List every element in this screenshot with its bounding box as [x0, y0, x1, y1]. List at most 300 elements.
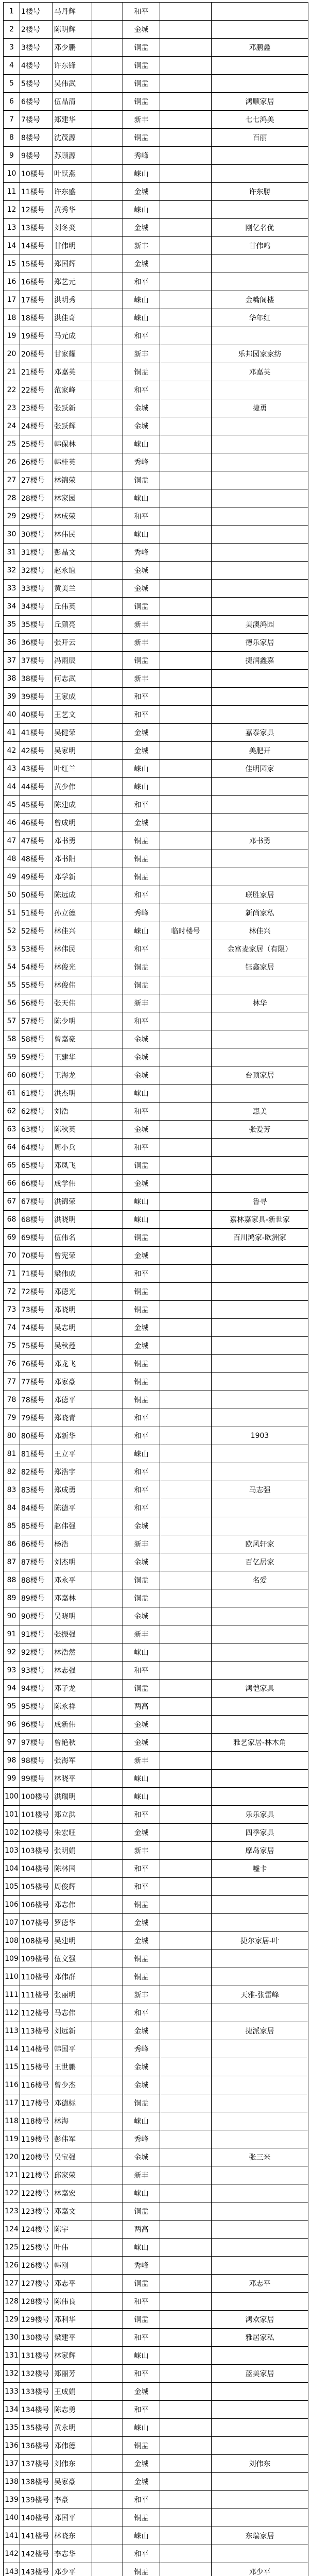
- business-name-cell: 马志强: [212, 1481, 308, 1499]
- business-name-cell: [212, 453, 308, 471]
- business-name-cell: [212, 976, 308, 994]
- owner-name-cell: 郑浩宇: [53, 1463, 92, 1481]
- blank-col-cell: [92, 345, 123, 363]
- row-number-cell: 125: [4, 2239, 20, 2257]
- area-name-cell: 铜盂: [123, 1968, 160, 1986]
- blank-col-cell: [92, 1662, 123, 1680]
- owner-name-cell: 杨浩: [53, 1535, 92, 1553]
- blank-col-cell: [92, 742, 123, 760]
- note-tag-cell: [160, 1139, 212, 1157]
- note-tag-cell: [160, 2401, 212, 2419]
- owner-name-cell: 邓志平: [53, 2275, 92, 2293]
- note-tag-cell: [160, 2022, 212, 2040]
- lot-number-cell: 72楼号: [20, 1283, 53, 1301]
- note-tag-cell: [160, 21, 212, 39]
- row-number-cell: 124: [4, 2221, 20, 2239]
- area-name-cell: 铜盂: [123, 1229, 160, 1247]
- note-tag-cell: [160, 724, 212, 742]
- area-name-cell: 崃山: [123, 489, 160, 507]
- note-tag-cell: [160, 2311, 212, 2329]
- row-number-cell: 12: [4, 201, 20, 219]
- owner-name-cell: 周小兵: [53, 1139, 92, 1157]
- area-name-cell: 金城: [123, 1066, 160, 1084]
- note-tag-cell: [160, 1409, 212, 1427]
- lot-number-cell: 56楼号: [20, 994, 53, 1012]
- note-tag-cell: [160, 1698, 212, 1716]
- owner-name-cell: 马元成: [53, 327, 92, 345]
- lot-number-cell: 87楼号: [20, 1553, 53, 1571]
- row-number-cell: 93: [4, 1662, 20, 1680]
- table-row: [4, 327, 308, 345]
- lot-number-cell: 78楼号: [20, 1391, 53, 1409]
- table-row: [4, 1589, 308, 1607]
- blank-col-cell: [92, 1481, 123, 1499]
- area-name-cell: 金城: [123, 1553, 160, 1571]
- note-tag-cell: [160, 1499, 212, 1517]
- lot-number-cell: 54楼号: [20, 958, 53, 976]
- blank-col-cell: [92, 183, 123, 201]
- note-tag-cell: [160, 2383, 212, 2401]
- blank-col-cell: [92, 489, 123, 507]
- row-number-cell: 117: [4, 2094, 20, 2112]
- owner-name-cell: 罗德华: [53, 1914, 92, 1932]
- note-tag-cell: [160, 994, 212, 1012]
- table-row: [4, 904, 308, 922]
- lot-number-cell: 135楼号: [20, 2419, 53, 2437]
- note-tag-cell: [160, 2094, 212, 2112]
- row-number-cell: 89: [4, 1589, 20, 1607]
- row-number-cell: 62: [4, 1103, 20, 1121]
- blank-col-cell: [92, 544, 123, 562]
- owner-name-cell: 许东盛: [53, 183, 92, 201]
- row-number-cell: 51: [4, 904, 20, 922]
- row-number-cell: 97: [4, 1734, 20, 1752]
- row-number-cell: 7: [4, 111, 20, 129]
- table-row: [4, 2437, 308, 2455]
- blank-col-cell: [92, 57, 123, 75]
- row-number-cell: 14: [4, 237, 20, 255]
- note-tag-cell: [160, 1319, 212, 1337]
- table-row: [4, 1932, 308, 1950]
- business-name-cell: 七七鸿美: [212, 111, 308, 129]
- area-name-cell: 铜盂: [123, 2563, 160, 2576]
- row-number-cell: 100: [4, 1788, 20, 1806]
- business-name-cell: [212, 1643, 308, 1662]
- lot-number-cell: 36楼号: [20, 634, 53, 652]
- row-number-cell: 86: [4, 1535, 20, 1553]
- lot-number-cell: 109楼号: [20, 1950, 53, 1968]
- row-number-cell: 109: [4, 1950, 20, 1968]
- note-tag-cell: [160, 976, 212, 994]
- business-name-cell: [212, 1048, 308, 1066]
- note-tag-cell: [160, 2473, 212, 2491]
- business-name-cell: 捷尔家居-叶: [212, 1932, 308, 1950]
- business-name-cell: 摩岛家居: [212, 1842, 308, 1860]
- row-number-cell: 39: [4, 688, 20, 706]
- blank-col-cell: [92, 1914, 123, 1932]
- owner-name-cell: 邱家荣: [53, 2166, 92, 2184]
- table-row: [4, 2455, 308, 2473]
- table-row: [4, 2545, 308, 2563]
- table-row: [4, 165, 308, 183]
- row-number-cell: 61: [4, 1084, 20, 1103]
- lot-number-cell: 38楼号: [20, 670, 53, 688]
- owner-name-cell: 陈志勇: [53, 2401, 92, 2419]
- row-number-cell: 58: [4, 1030, 20, 1048]
- area-name-cell: 两高: [123, 2221, 160, 2239]
- row-number-cell: 128: [4, 2293, 20, 2311]
- area-name-cell: 新丰: [123, 616, 160, 634]
- owner-name-cell: 邓龙飞: [53, 1355, 92, 1373]
- note-tag-cell: [160, 219, 212, 237]
- business-name-cell: [212, 21, 308, 39]
- area-name-cell: 崃山: [123, 435, 160, 453]
- owner-name-cell: 洪杰明: [53, 1084, 92, 1103]
- lot-number-cell: 75楼号: [20, 1337, 53, 1355]
- area-name-cell: 新丰: [123, 1842, 160, 1860]
- note-tag-cell: [160, 435, 212, 453]
- area-name-cell: 金城: [123, 1121, 160, 1139]
- blank-col-cell: [92, 2365, 123, 2383]
- owner-name-cell: 王建华: [53, 1048, 92, 1066]
- area-name-cell: 铜盂: [123, 1896, 160, 1914]
- business-name-cell: 东瑞家居: [212, 2527, 308, 2545]
- owner-name-cell: 邓德光: [53, 1283, 92, 1301]
- business-name-cell: [212, 2419, 308, 2437]
- note-tag-cell: [160, 1643, 212, 1662]
- owner-name-cell: 邓伟群: [53, 1968, 92, 1986]
- table-row: [4, 2311, 308, 2329]
- blank-col-cell: [92, 2455, 123, 2473]
- note-tag-cell: [160, 2058, 212, 2076]
- row-number-cell: 139: [4, 2491, 20, 2509]
- lot-number-cell: 118楼号: [20, 2112, 53, 2130]
- row-number-cell: 121: [4, 2166, 20, 2184]
- note-tag-cell: [160, 2347, 212, 2365]
- table-row: [4, 1445, 308, 1463]
- blank-col-cell: [92, 2275, 123, 2293]
- area-name-cell: 铜盂: [123, 1571, 160, 1589]
- blank-col-cell: [92, 147, 123, 165]
- lot-number-cell: 131楼号: [20, 2347, 53, 2365]
- area-name-cell: 和平: [123, 507, 160, 526]
- note-tag-cell: [160, 1788, 212, 1806]
- area-name-cell: 新丰: [123, 1986, 160, 2004]
- owner-name-cell: 赵伟强: [53, 1517, 92, 1535]
- business-name-cell: [212, 417, 308, 435]
- area-name-cell: 崃山: [123, 1193, 160, 1211]
- business-name-cell: 鸿恺家具: [212, 1680, 308, 1698]
- area-name-cell: 金城: [123, 562, 160, 580]
- row-number-cell: 23: [4, 399, 20, 417]
- note-tag-cell: [160, 75, 212, 93]
- owner-name-cell: 林浩然: [53, 1643, 92, 1662]
- owner-name-cell: 丘颜亮: [53, 616, 92, 634]
- lot-number-cell: 34楼号: [20, 598, 53, 616]
- owner-name-cell: 李豪: [53, 2491, 92, 2509]
- area-name-cell: 秀峰: [123, 544, 160, 562]
- note-tag-cell: [160, 1121, 212, 1139]
- blank-col-cell: [92, 2148, 123, 2166]
- lot-number-cell: 110楼号: [20, 1968, 53, 1986]
- business-name-cell: [212, 2239, 308, 2257]
- table-row: [4, 2509, 308, 2527]
- business-name-cell: 嘉林嘉家具-新世家: [212, 1211, 308, 1229]
- lot-number-cell: 71楼号: [20, 1265, 53, 1283]
- blank-col-cell: [92, 255, 123, 273]
- table-row: [4, 1265, 308, 1283]
- table-row: [4, 1175, 308, 1193]
- business-name-cell: 美肥开: [212, 742, 308, 760]
- owner-name-cell: 洪晓明: [53, 1211, 92, 1229]
- row-number-cell: 113: [4, 2022, 20, 2040]
- note-tag-cell: [160, 273, 212, 291]
- row-number-cell: 48: [4, 850, 20, 868]
- owner-name-cell: 林家辉: [53, 2347, 92, 2365]
- business-name-cell: 鸿顺家居: [212, 93, 308, 111]
- note-tag-cell: [160, 1860, 212, 1878]
- lot-number-cell: 97楼号: [20, 1734, 53, 1752]
- blank-col-cell: [92, 2130, 123, 2148]
- business-name-cell: [212, 2221, 308, 2239]
- area-name-cell: 铜盂: [123, 652, 160, 670]
- row-number-cell: 135: [4, 2419, 20, 2437]
- note-tag-cell: [160, 237, 212, 255]
- owner-name-cell: 林成荣: [53, 507, 92, 526]
- table-row: [4, 489, 308, 507]
- lot-number-cell: 45楼号: [20, 796, 53, 814]
- row-number-cell: 131: [4, 2347, 20, 2365]
- owner-name-cell: 刘伟东: [53, 2455, 92, 2473]
- owner-name-cell: 韩刚: [53, 2257, 92, 2275]
- lot-number-cell: 82楼号: [20, 1463, 53, 1481]
- owner-name-cell: 黄美兰: [53, 580, 92, 598]
- row-number-cell: 104: [4, 1860, 20, 1878]
- row-number-cell: 65: [4, 1157, 20, 1175]
- note-tag-cell: [160, 868, 212, 886]
- table-row: [4, 111, 308, 129]
- table-row: [4, 219, 308, 237]
- lot-number-cell: 124楼号: [20, 2221, 53, 2239]
- row-number-cell: 68: [4, 1211, 20, 1229]
- blank-col-cell: [92, 1301, 123, 1319]
- business-name-cell: [212, 255, 308, 273]
- owner-name-cell: 马志伟: [53, 2004, 92, 2022]
- owner-name-cell: 彭伟军: [53, 2130, 92, 2148]
- note-tag-cell: [160, 327, 212, 345]
- lot-number-cell: 94楼号: [20, 1680, 53, 1698]
- area-name-cell: 和平: [123, 2293, 160, 2311]
- note-tag-cell: [160, 201, 212, 219]
- owner-name-cell: 王成娟: [53, 2383, 92, 2401]
- blank-col-cell: [92, 2112, 123, 2130]
- table-row: [4, 1842, 308, 1860]
- owner-name-cell: 吴家豪: [53, 2473, 92, 2491]
- note-tag-cell: [160, 760, 212, 778]
- blank-col-cell: [92, 1589, 123, 1607]
- owner-name-cell: 曾嘉豪: [53, 1030, 92, 1048]
- lot-number-cell: 43楼号: [20, 760, 53, 778]
- blank-col-cell: [92, 1139, 123, 1157]
- blank-col-cell: [92, 2004, 123, 2022]
- row-number-cell: 72: [4, 1283, 20, 1301]
- blank-col-cell: [92, 1373, 123, 1391]
- lot-number-cell: 68楼号: [20, 1211, 53, 1229]
- business-name-cell: [212, 1139, 308, 1157]
- row-number-cell: 46: [4, 814, 20, 832]
- table-row: [4, 1499, 308, 1517]
- note-tag-cell: [160, 904, 212, 922]
- lot-number-cell: 111楼号: [20, 1986, 53, 2004]
- table-row: [4, 688, 308, 706]
- table-row: [4, 1986, 308, 2004]
- business-name-cell: [212, 2257, 308, 2275]
- business-name-cell: [212, 75, 308, 93]
- business-name-cell: [212, 1175, 308, 1193]
- note-tag-cell: [160, 688, 212, 706]
- table-row: [4, 471, 308, 489]
- row-number-cell: 70: [4, 1247, 20, 1265]
- area-name-cell: 和平: [123, 1878, 160, 1896]
- note-tag-cell: [160, 2257, 212, 2275]
- lot-number-cell: 112楼号: [20, 2004, 53, 2022]
- owner-name-cell: 邓伟德: [53, 2437, 92, 2455]
- area-name-cell: 崃山: [123, 778, 160, 796]
- business-name-cell: [212, 1391, 308, 1409]
- lot-number-cell: 134楼号: [20, 2401, 53, 2419]
- blank-col-cell: [92, 1319, 123, 1337]
- blank-col-cell: [92, 3, 123, 21]
- owner-name-cell: 吴宝强: [53, 2148, 92, 2166]
- blank-col-cell: [92, 453, 123, 471]
- row-number-cell: 136: [4, 2437, 20, 2455]
- row-number-cell: 112: [4, 2004, 20, 2022]
- business-name-cell: [212, 1337, 308, 1355]
- lot-number-cell: 51楼号: [20, 904, 53, 922]
- area-name-cell: 和平: [123, 1499, 160, 1517]
- table-row: [4, 634, 308, 652]
- table-row: [4, 129, 308, 147]
- blank-col-cell: [92, 1950, 123, 1968]
- owner-name-cell: 陈少明: [53, 1012, 92, 1030]
- area-name-cell: 铜盂: [123, 2094, 160, 2112]
- note-tag-cell: [160, 544, 212, 562]
- area-name-cell: 和平: [123, 381, 160, 399]
- lot-number-cell: 95楼号: [20, 1698, 53, 1716]
- blank-col-cell: [92, 832, 123, 850]
- lot-number-cell: 33楼号: [20, 580, 53, 598]
- row-number-cell: 24: [4, 417, 20, 435]
- blank-col-cell: [92, 778, 123, 796]
- business-name-cell: 乐邦园家家纺: [212, 345, 308, 363]
- business-name-cell: [212, 1319, 308, 1337]
- owner-name-cell: 梁建平: [53, 2329, 92, 2347]
- blank-col-cell: [92, 580, 123, 598]
- row-number-cell: 9: [4, 147, 20, 165]
- owner-name-cell: 伍文强: [53, 1950, 92, 1968]
- row-number-cell: 110: [4, 1968, 20, 1986]
- business-name-cell: [212, 2293, 308, 2311]
- row-number-cell: 47: [4, 832, 20, 850]
- blank-col-cell: [92, 1986, 123, 2004]
- business-name-cell: 金富麦家居（有限）: [212, 940, 308, 958]
- table-row: [4, 724, 308, 742]
- blank-col-cell: [92, 237, 123, 255]
- business-name-cell: [212, 1012, 308, 1030]
- owner-name-cell: 陈明辉: [53, 21, 92, 39]
- business-name-cell: [212, 598, 308, 616]
- business-name-cell: 张爱芳: [212, 1121, 308, 1139]
- row-number-cell: 16: [4, 273, 20, 291]
- lot-number-cell: 12楼号: [20, 201, 53, 219]
- blank-col-cell: [92, 1643, 123, 1662]
- row-number-cell: 96: [4, 1716, 20, 1734]
- area-name-cell: 和平: [123, 1012, 160, 1030]
- owner-name-cell: 吴伟武: [53, 75, 92, 93]
- owner-name-cell: 张跃新: [53, 399, 92, 417]
- lot-number-cell: 44楼号: [20, 778, 53, 796]
- table-row: [4, 273, 308, 291]
- note-tag-cell: [160, 507, 212, 526]
- row-number-cell: 30: [4, 526, 20, 544]
- table-row: [4, 309, 308, 327]
- blank-col-cell: [92, 1607, 123, 1625]
- owner-name-cell: 邓凤飞: [53, 1157, 92, 1175]
- owner-name-cell: 邓家豪: [53, 1373, 92, 1391]
- lot-number-cell: 7楼号: [20, 111, 53, 129]
- business-name-cell: 乐乐家具: [212, 1806, 308, 1824]
- area-name-cell: 和平: [123, 1409, 160, 1427]
- blank-col-cell: [92, 399, 123, 417]
- table-row: [4, 1968, 308, 1986]
- row-number-cell: 94: [4, 1680, 20, 1698]
- business-name-cell: [212, 2437, 308, 2455]
- row-number-cell: 3: [4, 39, 20, 57]
- area-name-cell: 铜盂: [123, 958, 160, 976]
- business-name-cell: 惠美: [212, 1103, 308, 1121]
- row-number-cell: 2: [4, 21, 20, 39]
- blank-col-cell: [92, 904, 123, 922]
- business-name-cell: [212, 1283, 308, 1301]
- business-name-cell: [212, 1662, 308, 1680]
- area-name-cell: 崃山: [123, 2347, 160, 2365]
- business-name-cell: [212, 2473, 308, 2491]
- owner-name-cell: 林家园: [53, 489, 92, 507]
- lot-number-cell: 81楼号: [20, 1445, 53, 1463]
- lot-number-cell: 30楼号: [20, 526, 53, 544]
- business-name-cell: [212, 1698, 308, 1716]
- note-tag-cell: [160, 1986, 212, 2004]
- table-row: [4, 616, 308, 634]
- area-name-cell: 崃山: [123, 1788, 160, 1806]
- table-row: [4, 2040, 308, 2058]
- table-row: [4, 1734, 308, 1752]
- business-name-cell: [212, 2112, 308, 2130]
- blank-col-cell: [92, 93, 123, 111]
- owner-name-cell: 张海军: [53, 1752, 92, 1770]
- table-row: [4, 1517, 308, 1535]
- table-row: [4, 2076, 308, 2094]
- blank-col-cell: [92, 1103, 123, 1121]
- table-row: [4, 1427, 308, 1445]
- business-name-cell: 嘘卡: [212, 1860, 308, 1878]
- business-name-cell: 华年红: [212, 309, 308, 327]
- row-number-cell: 102: [4, 1824, 20, 1842]
- table-row: [4, 1950, 308, 1968]
- row-number-cell: 53: [4, 940, 20, 958]
- business-name-cell: [212, 1517, 308, 1535]
- owner-name-cell: 林晓东: [53, 2527, 92, 2545]
